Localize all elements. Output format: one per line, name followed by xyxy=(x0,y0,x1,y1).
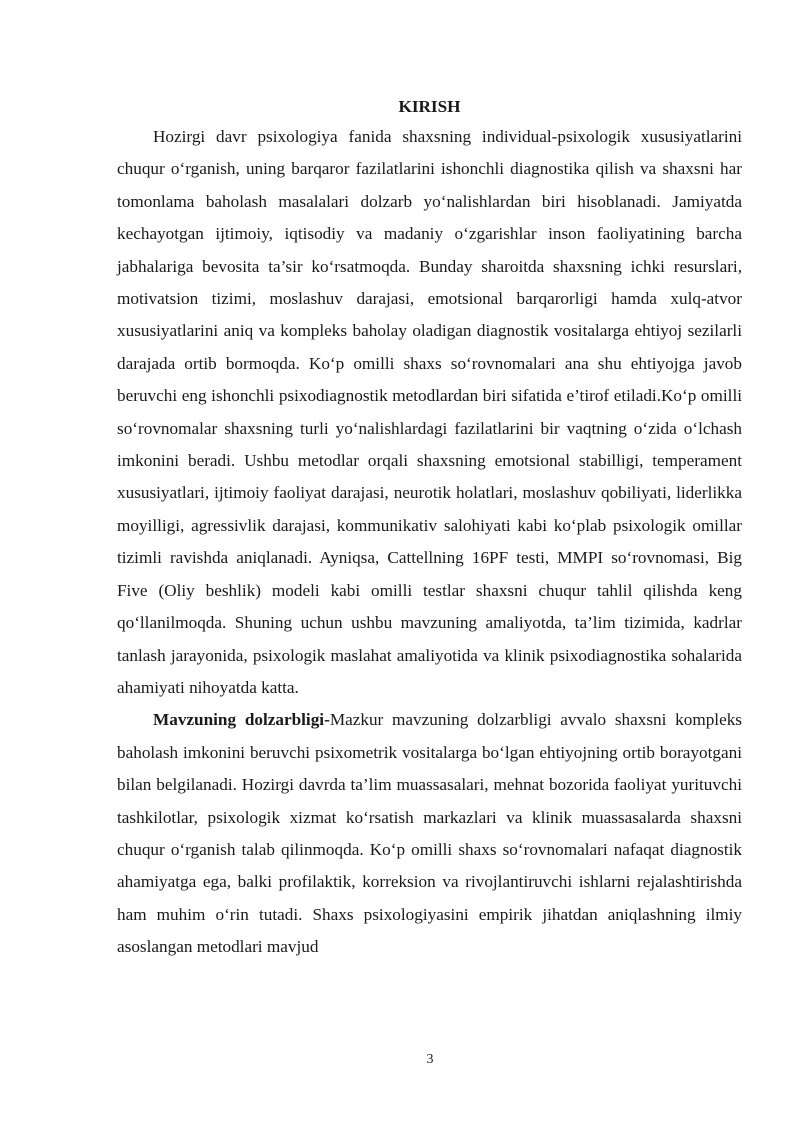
section-title: KIRISH xyxy=(398,97,461,116)
intro-paragraph: Hozirgi davr psixologiya fanida shaxsning individual-psixologik xususiyatlarini chuqur o‘rganish, uning barqaror fazilatlarini ishonchli diagnostika qilish va shaxsni har tomonlama baholash masalalari dolzarb yo‘nalishlardan biri hisoblanadi. Jamiyatda kechayotgan ijtimoiy, iqtisodiy va madaniy o‘zgarishlar inson faoliyatining barcha jabhalariga bevosita ta’sir ko‘rsatmoqda. Bunday sharoitda shaxsning ichki resurslari, motivatsion tizimi, moslashuv darajasi, emotsional barqarorligi hamda xulq-atvor xususiyatlarini aniq va kompleks baholay oladigan diagnostik vositalarga ehtiyoj sezilarli darajada ortib bormoqda. Ko‘p omilli shaxs so‘rovnomalari ana shu ehtiyojga javob beruvchi eng ishonchli psixodiagnostik metodlardan biri sifatida e’tirof etiladi.Ko‘p omilli so‘rovnomalar shaxsning turli yo‘nalishlardagi fazilatlarini bir vaqtning o‘zida o‘lchash imkonini beradi. Ushbu metodlar orqali shaxsning emotsional stabilligi, temperament xususiyatlari, ijtimoiy faoliyat darajasi, neurotik holatlari, moslashuv qobiliyati, liderlikka moyilligi, agressivlik darajasi, kommunikativ salohiyati kabi ko‘plab psixologik omillar tizimli ravishda aniqlanadi. Ayniqsa, Cattellning 16PF testi, MMPI so‘rovnomasi, Big Five (Oliy beshlik) modeli kabi omilli testlar shaxsni chuqur tahlil qilishda keng qo‘llanilmoqda. Shuning uchun ushbu mavzuning amaliyotda, ta’lim tizimida, kadrlar tanlash jarayonida, psixologik maslahat amaliyotida va klinik psixodiagnostika sohalarida ahamiyati nihoyatda katta. xyxy=(117,127,742,697)
page-number: 3 xyxy=(426,1052,434,1067)
relevance-text: Mazkur mavzuning dolzarbligi avvalo shaxsni kompleks baholash imkonini beruvchi psixometrik vositalarga bo‘lgan ehtiyojning ortib borayotgani bilan belgilanadi. Hozirgi davrda ta’lim muassasalari, mehnat bozorida faoliyat yurituvchi tashkilotlar, psixologik xizmat ko‘rsatish markazlari va klinik muassasalarda shaxsni chuqur o‘rganish talab qilinmoqda. Ko‘p omilli shaxs so‘rovnomalari nafaqat diagnostik ahamiyatga ega, balki profilaktik, korreksion va rivojlantiruvchi ishlarni rejalashtirishda ham muhim o‘rin tutadi. Shaxs psixologiyasini empirik jihatdan aniqlashning ilmiy asoslangan metodlari mavjud xyxy=(117,710,742,957)
page-content xyxy=(117,96,742,964)
relevance-paragraph xyxy=(117,704,742,963)
relevance-heading: Mavzuning dolzarbligi- xyxy=(153,710,330,730)
